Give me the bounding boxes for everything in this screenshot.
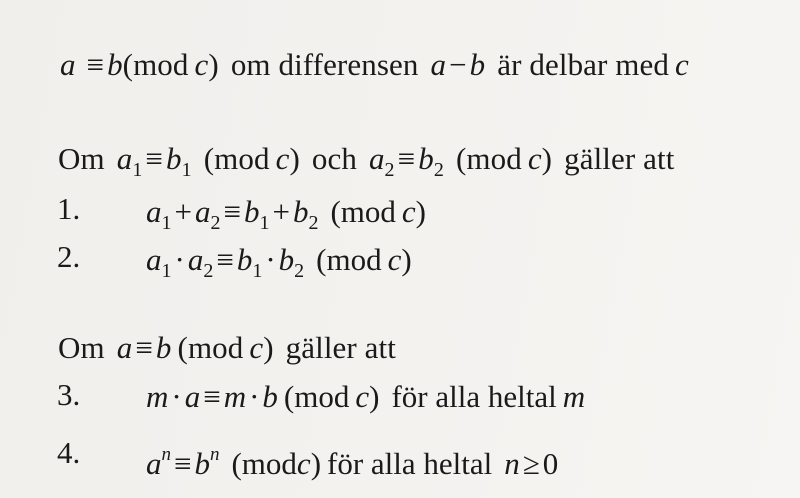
mod-close: ) — [289, 141, 300, 176]
equiv-symbol: ≡ — [203, 379, 221, 414]
var-b: b — [194, 446, 210, 481]
rule-number-4: 4. — [57, 435, 81, 470]
equiv-symbol: ≡ — [223, 194, 241, 229]
subscript: 1 — [161, 212, 172, 234]
var-m: m — [146, 379, 169, 414]
var-a: a — [146, 242, 162, 277]
geq-symbol: ≥ — [522, 446, 540, 481]
mod-open: (mod — [231, 446, 297, 481]
galler-att-label: gäller att — [285, 330, 396, 365]
var-a2: a — [368, 141, 385, 176]
section2-intro — [58, 328, 396, 368]
dot-symbol: · — [265, 242, 276, 277]
definition-text-2: är delbar med — [497, 47, 669, 82]
superscript-n: n — [161, 444, 171, 465]
galler-att-label: gäller att — [564, 141, 675, 176]
var-n: n — [504, 446, 520, 481]
om-label: Om — [58, 141, 105, 176]
subscript-1: 1 — [132, 159, 143, 181]
rule-number-3: 3. — [57, 377, 81, 412]
mod-close: ) — [415, 194, 426, 229]
var-c: c — [355, 379, 370, 414]
var-a: a — [146, 194, 162, 229]
equiv-symbol: ≡ — [397, 141, 416, 176]
subscript: 2 — [308, 212, 319, 234]
rule-number-1: 1. — [57, 191, 81, 226]
subscript: 2 — [203, 260, 214, 282]
rule-4-expression — [146, 435, 558, 484]
subscript: 2 — [210, 212, 221, 234]
var-a: a — [187, 242, 204, 277]
var-a: a — [194, 194, 211, 229]
rule-4-text: för alla heltal — [327, 446, 493, 481]
subscript: 2 — [294, 260, 305, 282]
subscript: 1 — [252, 260, 263, 282]
var-m: m — [562, 379, 586, 414]
diff-a: a — [430, 47, 447, 82]
section1-intro — [58, 139, 674, 190]
var-b1: b — [166, 141, 182, 176]
mod-close: ) — [263, 330, 274, 365]
diff-b: b — [469, 47, 486, 82]
dot-symbol: · — [171, 379, 182, 414]
var-b: b — [107, 47, 123, 82]
equiv-symbol: ≡ — [135, 330, 153, 365]
var-a: a — [60, 47, 76, 82]
var-b: b — [236, 242, 253, 277]
var-c: c — [249, 330, 264, 365]
mod-open: (mod — [455, 141, 522, 176]
equiv-symbol: ≡ — [86, 47, 105, 82]
var-c: c — [194, 47, 209, 82]
subscript-2: 2 — [384, 159, 395, 181]
var-c: c — [387, 242, 402, 277]
subscript-2: 2 — [433, 159, 444, 181]
var-a: a — [184, 379, 201, 414]
var-b2: b — [418, 141, 434, 176]
var-c: c — [275, 141, 290, 176]
mod-close: ) — [401, 242, 412, 277]
plus-symbol: + — [174, 194, 192, 229]
mod-close: ) — [369, 379, 380, 414]
var-b: b — [292, 194, 309, 229]
mod-close: ) — [541, 141, 553, 176]
var-c: c — [401, 194, 416, 229]
subscript-1: 1 — [181, 159, 192, 181]
equiv-symbol: ≡ — [174, 446, 192, 481]
equiv-symbol: ≡ — [145, 141, 164, 176]
mod-open: (mod — [122, 47, 189, 82]
subscript: 1 — [259, 212, 270, 234]
var-b: b — [262, 379, 278, 414]
mod-open: (mod — [177, 330, 244, 365]
definition-line — [60, 45, 689, 85]
superscript-n: n — [209, 444, 220, 465]
var-c: c — [527, 141, 542, 176]
rule-2-expression — [146, 240, 412, 291]
definition-text-1: om differensen — [230, 47, 419, 82]
var-c: c — [296, 446, 311, 481]
mod-open: (mod — [316, 242, 382, 277]
zero: 0 — [542, 446, 559, 481]
var-b: b — [155, 330, 172, 365]
mod-open: (mod — [283, 379, 350, 414]
om-label: Om — [58, 330, 105, 365]
dot-symbol: · — [249, 379, 260, 414]
var-b: b — [278, 242, 295, 277]
mod-open: (mod — [330, 194, 396, 229]
mod-close: ) — [310, 446, 322, 481]
minus-symbol: − — [449, 47, 467, 82]
equiv-symbol: ≡ — [216, 242, 234, 277]
var-m: m — [223, 379, 247, 414]
plus-symbol: + — [272, 194, 290, 229]
mod-open: (mod — [203, 141, 270, 176]
dot-symbol: · — [174, 242, 185, 277]
och-label: och — [311, 141, 357, 176]
mod-close: ) — [208, 47, 219, 82]
rule-3-text: för alla heltal — [391, 379, 557, 414]
rule-number-2: 2. — [57, 239, 81, 274]
divisor-c: c — [674, 47, 689, 82]
subscript: 1 — [161, 260, 172, 282]
var-a: a — [116, 330, 133, 365]
var-a1: a — [116, 141, 133, 176]
rule-3-expression — [146, 377, 585, 417]
var-b: b — [243, 194, 260, 229]
rule-1-expression — [146, 192, 426, 243]
var-a: a — [146, 446, 162, 481]
